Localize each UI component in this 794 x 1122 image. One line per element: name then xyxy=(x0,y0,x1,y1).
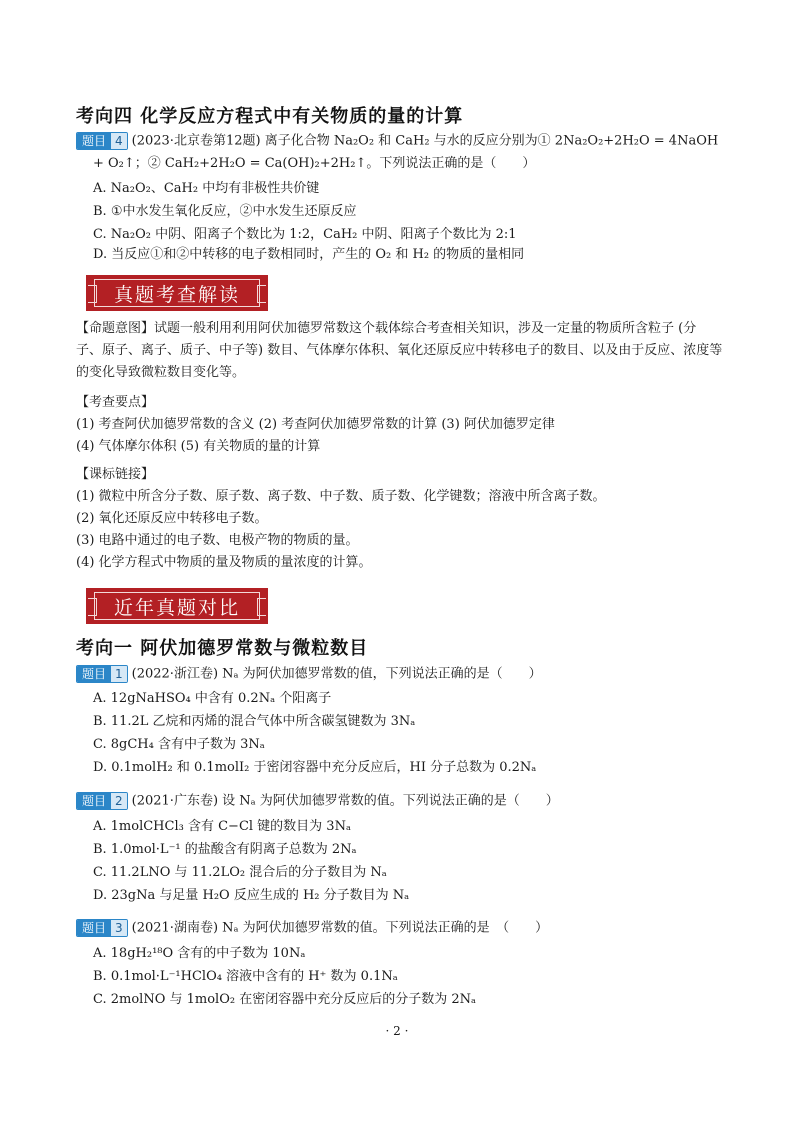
question-2-option-d: D. 23gNa 与足量 H₂O 反应生成的 H₂ 分子数目为 Nₐ xyxy=(93,888,410,903)
curriculum-links: 【课标链接】 (1) 微粒中所含分子数、原子数、离子数、中子数、质子数、化学键数；溶液中所含离子数。 (2) 氧化还原反应中转移电子数。 (3) 电路中通过的电子数、电极产物的物质的量。 (4) 化学方程式中物质的量及物质的量浓度的计算。 xyxy=(76,464,726,574)
question-3-stem: 题目 3 (2021·湖南卷) Nₐ 为阿伏加德罗常数的值。下列说法正确的是 （ ） xyxy=(76,919,548,938)
question-4-option-b: B. ①中水发生氧化反应，②中水发生还原反应 xyxy=(93,204,357,219)
section-heading-1: 考向一 阿伏加德罗常数与微粒数目 xyxy=(76,638,369,659)
section-banner-analysis: 真题考查解读 xyxy=(86,275,268,311)
question-2-option-a: A. 1molCHCl₃ 含有 C−Cl 键的数目为 3Nₐ xyxy=(93,819,351,834)
question-1-option-d: D. 0.1molH₂ 和 0.1molI₂ 于密闭容器中充分反应后，HI 分子总数为 0.2Nₐ xyxy=(93,760,537,775)
question-1-option-b: B. 11.2L 乙烷和丙烯的混合气体中所含碳氢键数为 3Nₐ xyxy=(93,714,416,729)
question-1-stem: 题目 1 (2022·浙江卷) Nₐ 为阿伏加德罗常数的值，下列说法正确的是（ ） xyxy=(76,665,542,684)
question-1-option-a: A. 12gNaHSO₄ 中含有 0.2Nₐ 个阳离子 xyxy=(93,691,332,706)
question-4-option-d: D. 当反应①和②中转移的电子数相同时，产生的 O₂ 和 H₂ 的物质的量相同 xyxy=(93,247,525,262)
page-number: · 2 · xyxy=(385,1024,409,1038)
question-2-stem: 题目 2 (2021·广东卷) 设 Nₐ 为阿伏加德罗常数的值。下列说法正确的是（ ） xyxy=(76,792,559,811)
question-2-option-b: B. 1.0mol·L⁻¹ 的盐酸含有阴离子总数为 2Nₐ xyxy=(93,842,357,857)
question-4-stem-line2: + O₂↑；② CaH₂+2H₂O = Ca(OH)₂+2H₂↑。下列说法正确的是（ ） xyxy=(93,156,536,171)
question-tag: 题目 3 xyxy=(76,919,128,937)
question-3-option-c: C. 2molNO 与 1molO₂ 在密闭容器中充分反应后的分子数为 2Nₐ xyxy=(93,992,477,1007)
question-tag: 题目 2 xyxy=(76,792,128,810)
question-2-option-c: C. 11.2LNO 与 11.2LO₂ 混合后的分子数目为 Nₐ xyxy=(93,865,387,880)
curriculum-heading: 【课标链接】 xyxy=(76,467,155,482)
question-tag: 题目 4 xyxy=(76,132,128,150)
key-points: 【考查要点】 (1) 考查阿伏加德罗常数的含义 (2) 考查阿伏加德罗常数的计算 (3) 阿伏加德罗定律 (4) 气体摩尔体积 (5) 有关物质的量的计算 xyxy=(76,392,726,458)
section-banner-comparison: 近年真题对比 xyxy=(86,588,268,624)
key-points-heading: 【考查要点】 xyxy=(76,395,155,410)
question-4-stem-line1: 题目 4 (2023·北京卷第12题) 离子化合物 Na₂O₂ 和 CaH₂ 与水的反应分别为① 2Na₂O₂+2H₂O = 4NaOH xyxy=(76,132,718,151)
question-3-option-b: B. 0.1mol·L⁻¹HClO₄ 溶液中含有的 H⁺ 数为 0.1Nₐ xyxy=(93,969,398,984)
question-3-option-a: A. 18gH₂¹⁸O 含有的中子数为 10Nₐ xyxy=(93,946,306,961)
question-1-option-c: C. 8gCH₄ 含有中子数为 3Nₐ xyxy=(93,737,265,752)
section-heading-4: 考向四 化学反应方程式中有关物质的量的计算 xyxy=(76,106,464,127)
question-4-option-c: C. Na₂O₂ 中阴、阳离子个数比为 1:2，CaH₂ 中阴、阳离子个数比为 2:1 xyxy=(93,227,517,242)
question-4-option-a: A. Na₂O₂、CaH₂ 中均有非极性共价键 xyxy=(93,181,320,196)
question-tag: 题目 1 xyxy=(76,665,128,683)
intent-paragraph: 【命题意图】试题一般利用利用阿伏加德罗常数这个载体综合考查相关知识，涉及一定量的物质所含粒子 (分 子、原子、离子、质子、中子等) 数目、气体摩尔体积、氧化还原反应中转移电子的数目、以及由于反应、浓度等 的变化导致微粒数目变化等。 xyxy=(76,321,723,380)
